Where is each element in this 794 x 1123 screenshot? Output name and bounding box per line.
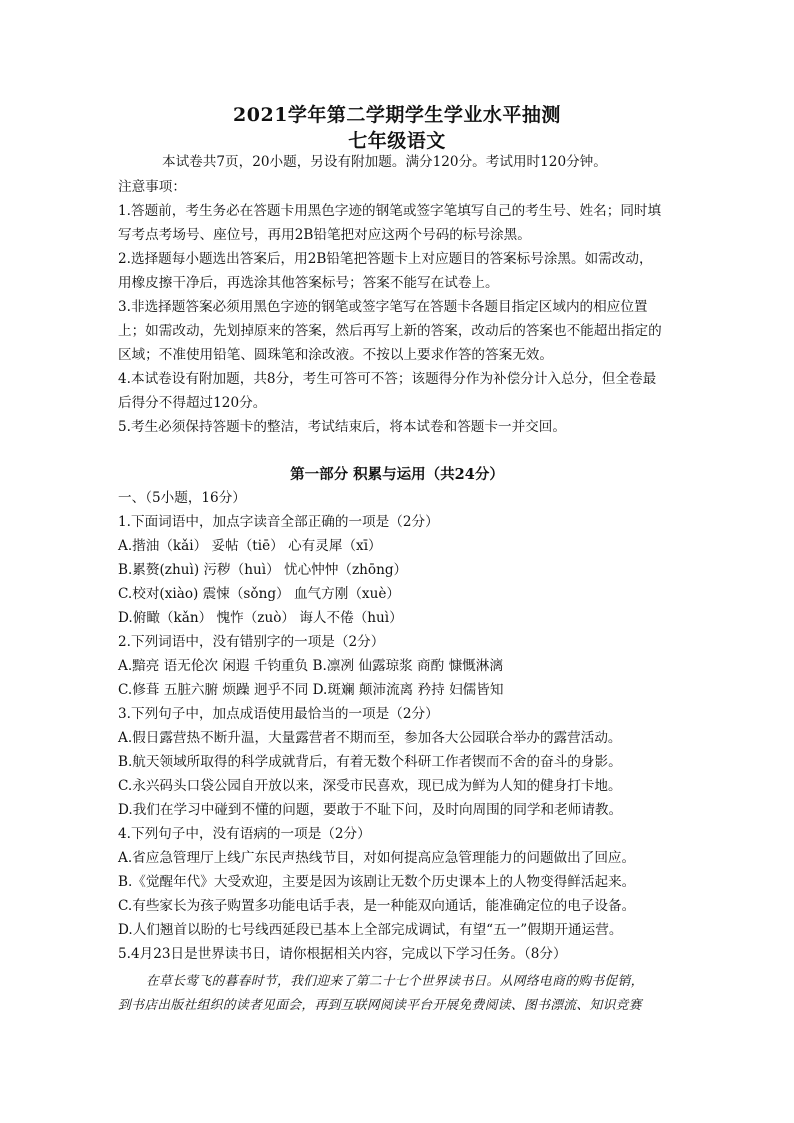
- option-line: D.俯瞰（kǎn） 愧怍（zuò） 诲人不倦（huì）: [118, 610, 403, 626]
- option-line: C.修葺 五脏六腑 烦躁 迥乎不同 D.斑斓 颠沛流离 矜持 妇儒皆知: [118, 682, 504, 698]
- question-group-heading: 一、（5小题，16分）: [118, 490, 246, 506]
- notes-line: 上；如需改动，先划掉原来的答案，然后再写上新的答案，改动后的答案也不能超出指定的: [118, 323, 662, 339]
- notes-line: 3.非选择题答案必须用黑色字迹的钢笔或签字笔写在答题卡各题目指定区域内的相应位置: [118, 299, 648, 315]
- notes-line: 用橡皮擦干净后，再选涂其他答案标号；答案不能写在试卷上。: [118, 275, 499, 291]
- passage-line: 到书店出版社组织的读者见面会，再到互联网阅读平台开展免费阅读、图书漂流、知识竞赛: [118, 998, 642, 1013]
- notes-line: 区域；不准使用铅笔、圆珠笔和涂改液。不按以上要求作答的答案无效。: [118, 347, 553, 363]
- option-line: C.有些家长为孩子购置多功能电话手表，是一种能双向通话，能准确定位的电子设备。: [118, 898, 636, 914]
- notes-line: 4.本试卷设有附加题，共8分，考生可答可不答；该题得分作为补偿分计入总分，但全卷最: [118, 371, 657, 387]
- option-line: B.累赘(zhuì) 污秽（huì） 忧心忡忡（zhōng）: [118, 562, 408, 578]
- notes-line: 5.考生必须保持答题卡的整洁，考试结束后，将本试卷和答题卡一并交回。: [118, 419, 566, 435]
- notes-line: 1.答题前，考生务必在答题卡用黑色字迹的钢笔或签字笔填写自己的考生号、姓名；同时填: [118, 203, 662, 219]
- notes-line: 后得分不得超过120分。: [118, 395, 267, 411]
- notes-line: 2.选择题每小题选出答案后，用2B铅笔把答题卡上对应题目的答案标号涂黑。如需改动，: [118, 251, 653, 267]
- part1-heading: 第一部分 积累与运用（共24分）: [290, 466, 504, 483]
- option-line: C.永兴码头口袋公园自开放以来，深受市民喜欢，现已成为鲜为人知的健身打卡地。: [118, 778, 622, 794]
- exam-intro: 本试卷共7页，20小题，另设有附加题。满分120分。考试用时120分钟。: [162, 154, 607, 170]
- passage-line: 在草长莺飞的暮春时节，我们迎来了第二十七个世界读书日。从网络电商的购书促销，: [146, 974, 644, 989]
- question-line: 3.下列句子中，加点成语使用最恰当的一项是（2分）: [118, 706, 439, 722]
- option-line: A.省应急管理厅上线广东民声热线节目，对如何提高应急管理能力的问题做出了回应。: [118, 850, 636, 866]
- notes-line: 写考点考场号、座位号，再用2B铅笔把对应这两个号码的标号涂黑。: [118, 227, 531, 243]
- question-line: 5.4月23日是世界读书日，请你根据相关内容，完成以下学习任务。（8分）: [118, 946, 567, 962]
- option-line: A.假日露营热不断升温，大量露营者不期而至，参加各大公园联合举办的露营活动。: [118, 730, 622, 746]
- option-line: D.人们翘首以盼的七号线西延段已基本上全部完成调试，有望“五一”假期开通运营。: [118, 922, 623, 938]
- option-line: A.黯亮 语无伦次 闲遐 千钧重负 B.凛冽 仙露琼浆 商酌 慷慨淋漓: [118, 658, 503, 674]
- option-line: D.我们在学习中碰到不懂的问题，要敢于不耻下问，及时向周围的同学和老师请教。: [118, 802, 623, 818]
- question-line: 2.下列词语中，没有错别字的一项是（2分）: [118, 634, 385, 650]
- option-line: B.《觉醒年代》大受欢迎，主要是因为该剧让无数个历史课本上的人物变得鲜活起来。: [118, 874, 636, 890]
- question-line: 4.下列句子中，没有语病的一项是（2分）: [118, 826, 371, 842]
- exam-title: 2021学年第二学期学生学业水平抽测: [233, 104, 561, 126]
- option-line: B.航天领域所取得的科学成就背后，有着无数个科研工作者锲而不舍的奋斗的身影。: [118, 754, 622, 770]
- option-line: A.揩油（kǎi） 妥帖（tiē） 心有灵犀（xī）: [118, 538, 382, 554]
- option-line: C.校对(xiào) 震悚（sǒng） 血气方刚（xuè）: [118, 586, 400, 602]
- notes-heading: 注意事项：: [118, 179, 186, 195]
- question-line: 1.下面词语中，加点字读音全部正确的一项是（2分）: [118, 514, 439, 530]
- exam-subtitle: 七年级语文: [348, 130, 446, 152]
